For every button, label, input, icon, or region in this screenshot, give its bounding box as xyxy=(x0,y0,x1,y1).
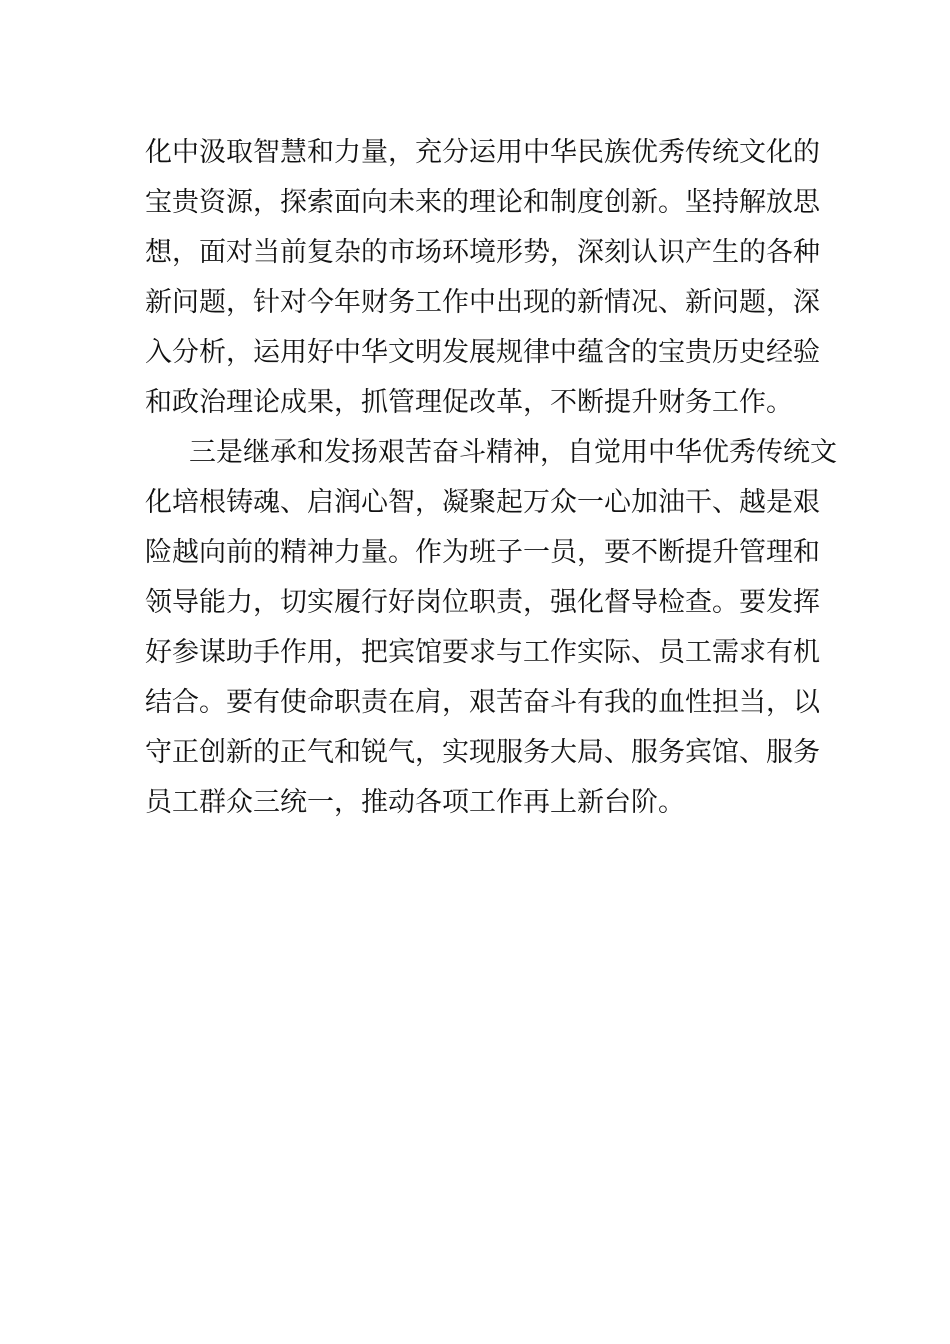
paragraph-2-line-8: 员工群众三统一，推动各项工作再上新台阶。 xyxy=(145,787,685,818)
paragraph-2-line-3: 险越向前的精神力量。作为班子一员，要不断提升管理和 xyxy=(145,537,820,568)
paragraph-1-line-3: 想，面对当前复杂的市场环境形势，深刻认识产生的各种 xyxy=(145,237,820,268)
paragraph-2-line-7: 守正创新的正气和锐气，实现服务大局、服务宾馆、服务 xyxy=(145,737,820,768)
paragraph-2-line-4: 领导能力，切实履行好岗位职责，强化督导检查。要发挥 xyxy=(145,587,820,618)
paragraph-1-line-2: 宝贵资源，探索面向未来的理论和制度创新。坚持解放思 xyxy=(145,187,820,218)
body-text xyxy=(145,128,837,828)
paragraph-1-line-4: 新问题，针对今年财务工作中出现的新情况、新问题，深 xyxy=(145,287,820,318)
paragraph-2-line-1: 三是继承和发扬艰苦奋斗精神，自觉用中华优秀传统文 xyxy=(189,437,837,468)
paragraph-2 xyxy=(145,428,837,828)
paragraph-1-line-6: 和政治理论成果，抓管理促改革，不断提升财务工作。 xyxy=(145,387,793,418)
paragraph-2-line-5: 好参谋助手作用，把宾馆要求与工作实际、员工需求有机 xyxy=(145,637,820,668)
paragraph-1-line-1: 化中汲取智慧和力量，充分运用中华民族优秀传统文化的 xyxy=(145,137,820,168)
paragraph-1-line-5: 入分析，运用好中华文明发展规律中蕴含的宝贵历史经验 xyxy=(145,337,820,368)
paragraph-2-line-6: 结合。要有使命职责在肩，艰苦奋斗有我的血性担当，以 xyxy=(145,687,820,718)
paragraph-2-line-2: 化培根铸魂、启润心智，凝聚起万众一心加油干、越是艰 xyxy=(145,487,820,518)
paragraph-1 xyxy=(145,128,820,428)
